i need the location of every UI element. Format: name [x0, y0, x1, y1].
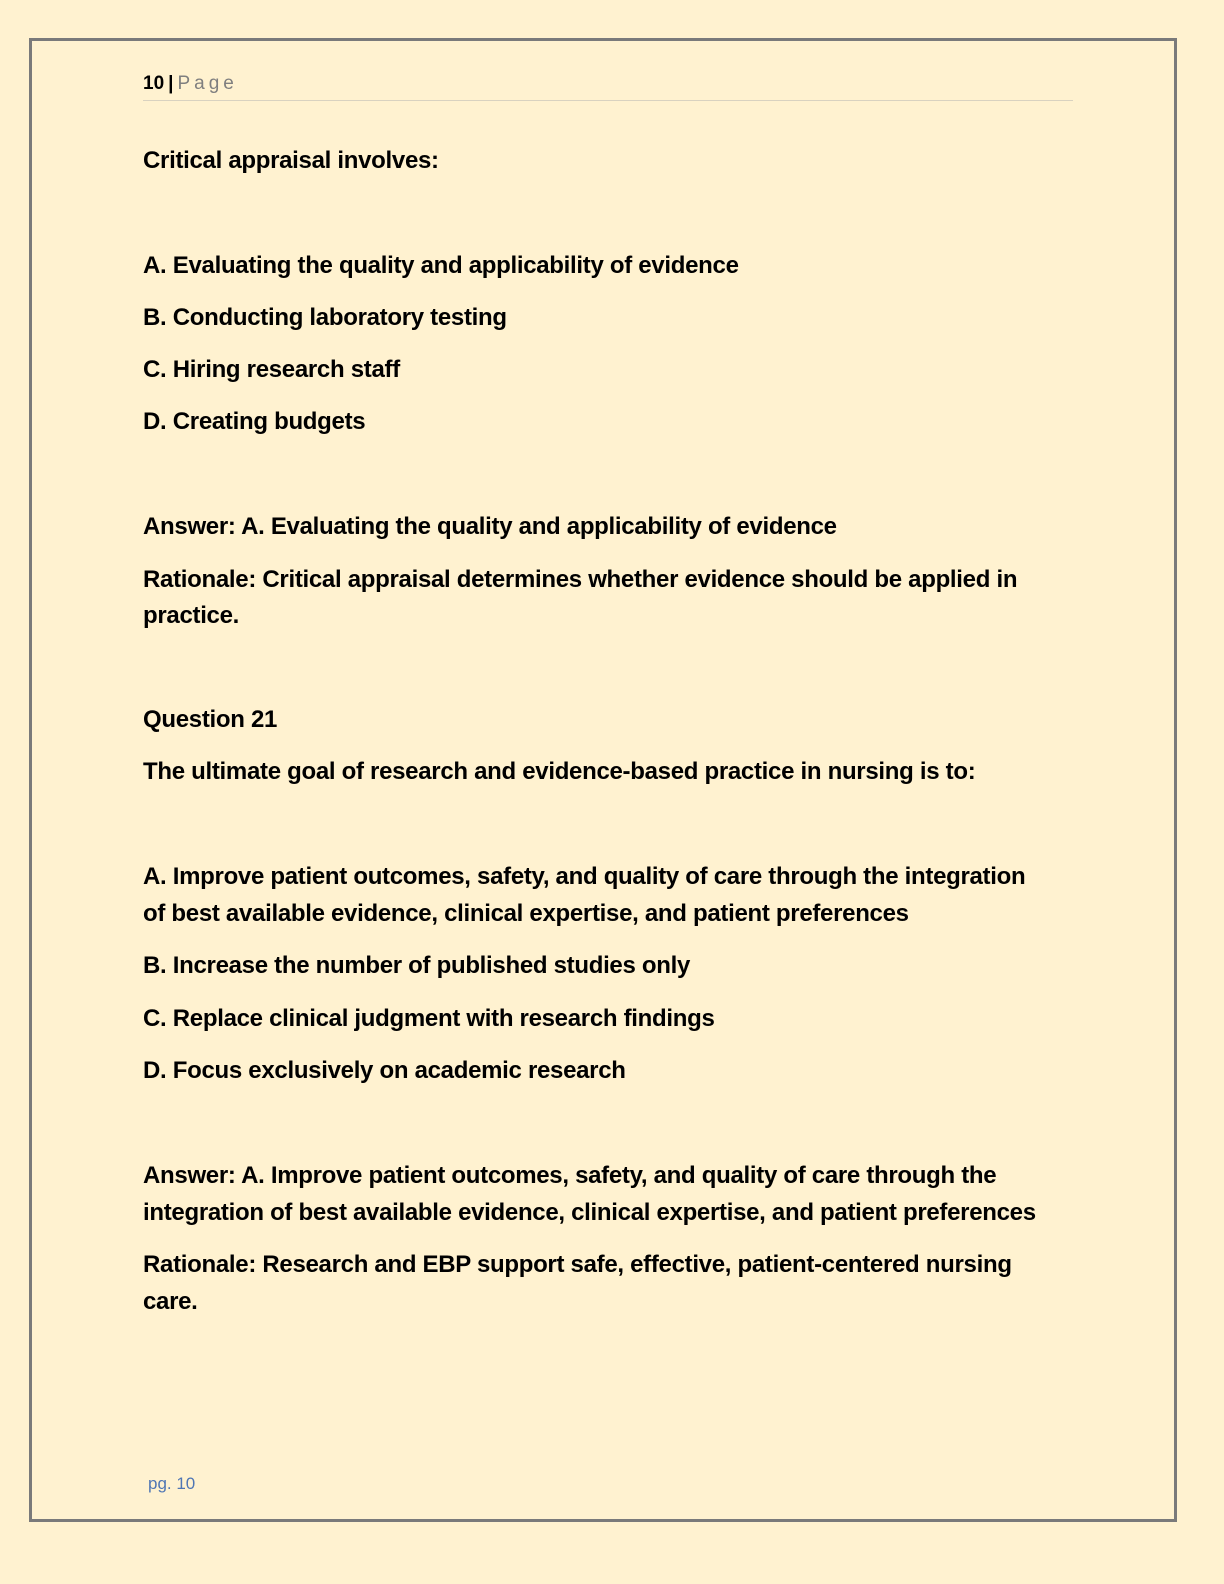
header-separator: |	[168, 73, 174, 94]
q21-rationale-line-2: care.	[143, 1288, 198, 1315]
question-20-stem: Critical appraisal involves:	[143, 147, 439, 174]
q20-option-b: B. Conducting laboratory testing	[143, 304, 507, 331]
page-footer: pg. 10	[148, 1474, 196, 1493]
q20-rationale-line-2: practice.	[143, 602, 240, 629]
header-page-number: 10	[143, 73, 165, 94]
header-page-word: Page	[177, 73, 238, 94]
q21-rationale-line-1: Rationale: Research and EBP support safe, effective, patient-centered nursing	[143, 1251, 1012, 1278]
q21-answer-line-2: integration of best available evidence, clinical expertise, and patient preferences	[143, 1199, 1036, 1226]
q21-option-b: B. Increase the number of published studies only	[143, 952, 691, 979]
question-21-stem: The ultimate goal of research and evidence-based practice in nursing is to:	[143, 758, 976, 785]
question-21-heading: Question 21	[143, 706, 278, 733]
q20-option-c: C. Hiring research staff	[143, 356, 400, 383]
q21-answer-line-1: Answer: A. Improve patient outcomes, safety, and quality of care through the	[143, 1162, 997, 1189]
q20-answer: Answer: A. Evaluating the quality and applicability of evidence	[143, 513, 837, 540]
q21-option-a-line-2: of best available evidence, clinical expertise, and patient preferences	[143, 900, 909, 927]
q20-option-d: D. Creating budgets	[143, 408, 366, 435]
q20-option-a: A. Evaluating the quality and applicability of evidence	[143, 252, 739, 279]
q21-option-d: D. Focus exclusively on academic research	[143, 1057, 626, 1084]
q20-rationale-line-1: Rationale: Critical appraisal determines whether evidence should be applied in	[143, 566, 1018, 593]
page-header	[143, 72, 1073, 101]
q21-option-c: C. Replace clinical judgment with research findings	[143, 1005, 715, 1032]
q21-option-a-line-1: A. Improve patient outcomes, safety, and quality of care through the integration	[143, 863, 1026, 890]
